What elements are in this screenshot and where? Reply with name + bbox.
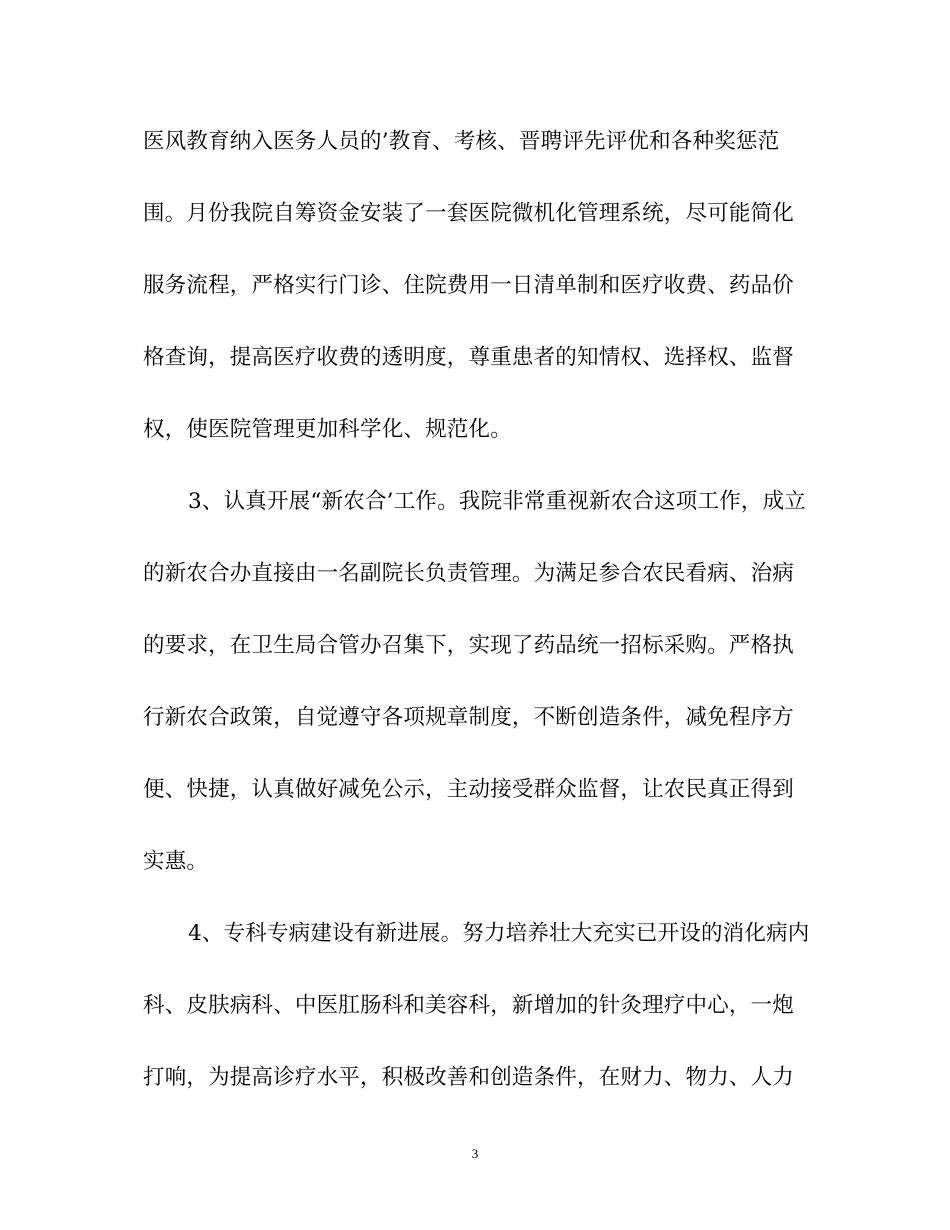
text-line: 行新农合政策，自觉遵守各项规章制度，不断创造条件，减免程序方 bbox=[143, 705, 795, 730]
text-line: 服务流程，严格实行门诊、住院费用一日清单制和医疗收费、药品价 bbox=[143, 273, 795, 298]
text-line: 科、皮肤病科、中医肛肠科和美容科，新增加的针灸理疗中心，一炮 bbox=[143, 993, 795, 1018]
text-line: 实惠。 bbox=[143, 849, 209, 874]
text-line: 权，使医院管理更加科学化、规范化。 bbox=[143, 417, 512, 442]
text-line: 格查询，提高医疗收费的透明度，尊重患者的知情权、选择权、监督 bbox=[143, 345, 795, 370]
text-line: 的要求，在卫生局合管办召集下，实现了药品统一招标采购。严格执 bbox=[143, 633, 795, 658]
page-number: 3 bbox=[471, 1146, 479, 1161]
paragraph-start-line: 3、认真开展“新农合’工作。我院非常重视新农合这项工作，成立 bbox=[188, 489, 807, 514]
text-line: 便、快捷，认真做好减免公示，主动接受群众监督，让农民真正得到 bbox=[143, 777, 795, 802]
paragraph-start-line: 4、专科专病建设有新进展。努力培养壮大充实已开设的消化病内 bbox=[188, 921, 810, 946]
text-line: 打响，为提高诊疗水平，积极改善和创造条件，在财力、物力、人力 bbox=[143, 1065, 795, 1090]
text-line: 的新农合办直接由一名副院长负责管理。为满足参合农民看病、治病 bbox=[143, 561, 795, 586]
text-line: 围。月份我院自筹资金安装了一套医院微机化管理系统，尽可能简化 bbox=[143, 201, 795, 226]
text-line: 医风教育纳入医务人员的’教育、考核、晋聘评先评优和各种奖惩范 bbox=[143, 129, 780, 154]
